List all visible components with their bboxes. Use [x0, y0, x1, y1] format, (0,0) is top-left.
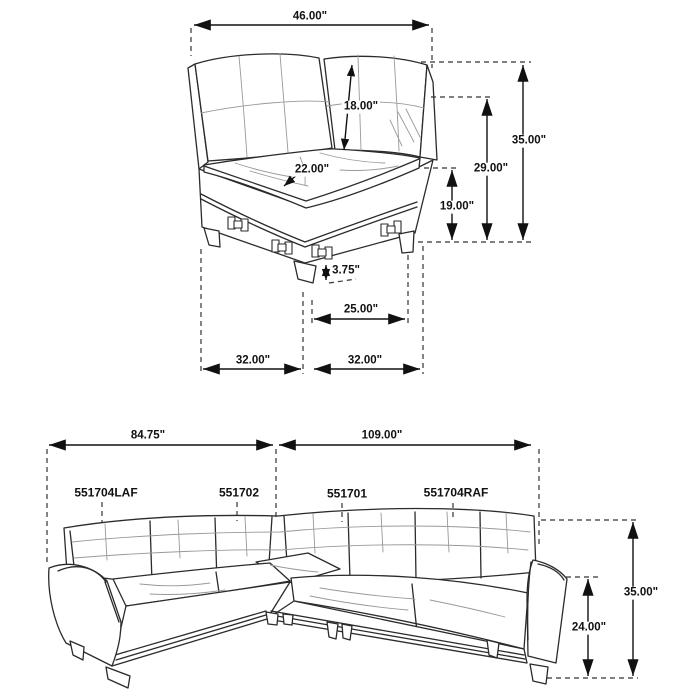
dim-side-right-label: 32.00"	[347, 354, 383, 367]
dim-back-cushion-label: 18.00"	[343, 100, 379, 113]
sectional-drawing	[49, 509, 567, 689]
part-sku-loveseat-label: 551702	[218, 485, 260, 500]
part-sku-raf-label: 551704RAF	[423, 485, 489, 500]
dim-overall-width-label: 46.00"	[292, 10, 328, 23]
dim-raf-length-label: 109.00"	[361, 429, 403, 442]
dim-seat-depth-label: 22.00"	[294, 163, 330, 176]
dim-arm-height-label: 24.00"	[571, 621, 607, 634]
dim-leg-height-label: 3.75"	[332, 264, 360, 277]
dim-overall-height-label: 35.00"	[511, 134, 547, 147]
dim-front-width-label: 25.00"	[343, 303, 379, 316]
part-sku-chair-label: 551701	[326, 486, 368, 501]
part-sku-laf-label: 551704LAF	[74, 485, 138, 500]
dim-laf-length-label: 84.75"	[130, 429, 166, 442]
dim-side-left-label: 32.00"	[235, 354, 271, 367]
dim-sectional-height-label: 35.00"	[623, 586, 659, 599]
dim-seat-height-label: 19.00"	[439, 200, 475, 213]
dim-back-height-label: 29.00"	[473, 162, 509, 175]
